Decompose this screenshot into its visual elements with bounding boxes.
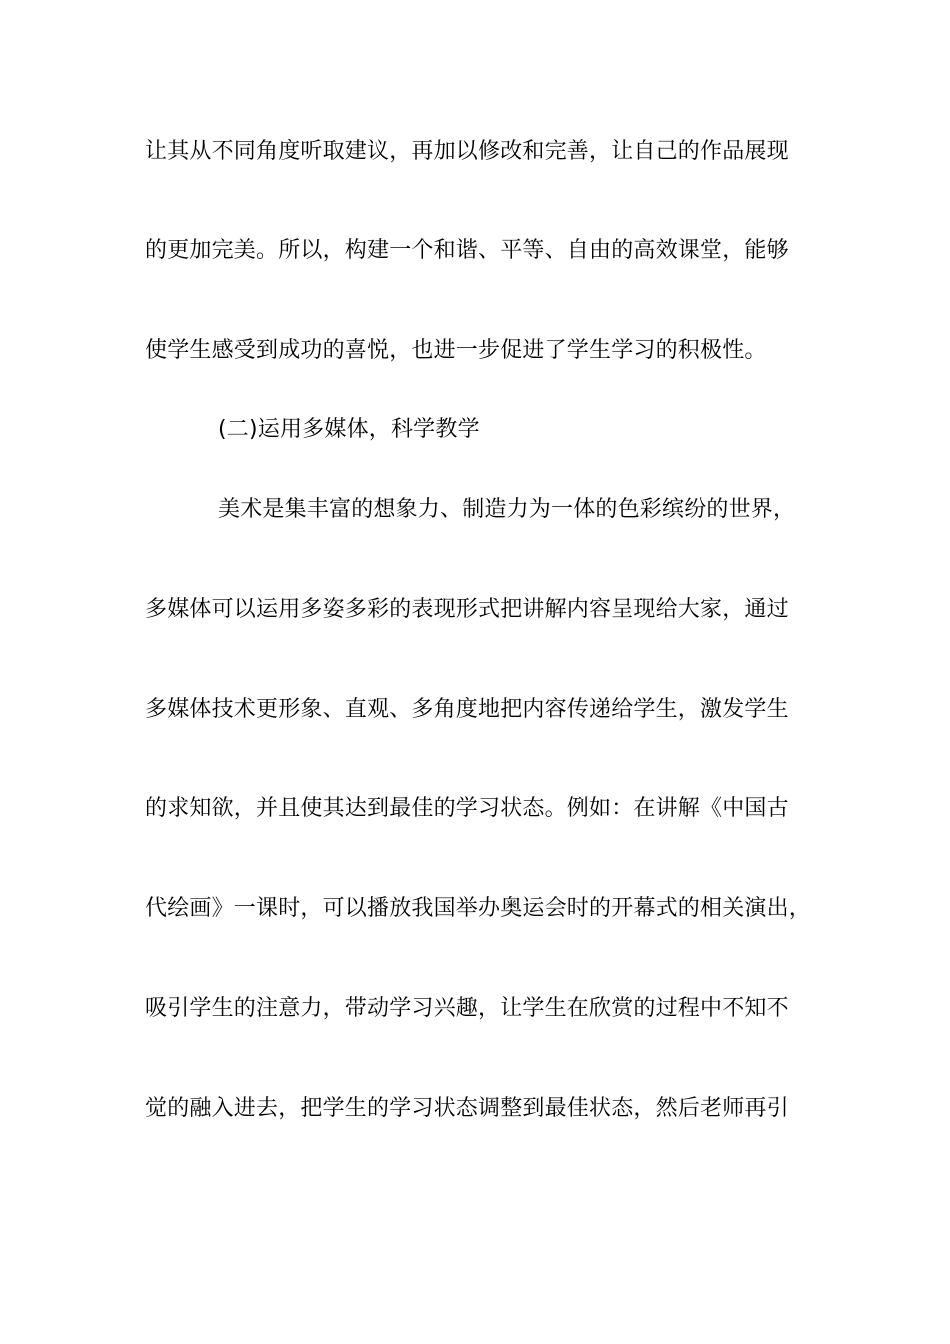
paragraph-line: 觉的融入进去，把学生的学习状态调整到最佳状态，然后老师再引 — [145, 1096, 789, 1121]
paragraph-line: 吸引学生的注意力，带动学习兴趣，让学生在欣赏的过程中不知不 — [145, 996, 789, 1021]
paragraph-line: 美术是集丰富的想象力、制造力为一体的色彩缤纷的世界， — [218, 497, 796, 522]
paragraph-line: 让其从不同角度听取建议，再加以修改和完善，让自己的作品展现 — [145, 139, 789, 164]
paragraph-line: 的更加完美。所以，构建一个和谐、平等、自由的高效课堂，能够 — [145, 238, 789, 263]
paragraph-line: 代绘画》一课时，可以播放我国举办奥运会时的开幕式的相关演出， — [145, 896, 812, 921]
section-heading: (二)运用多媒体，科学教学 — [218, 417, 480, 442]
paragraph-line: 多媒体可以运用多姿多彩的表现形式把讲解内容呈现给大家，通过 — [145, 597, 789, 622]
paragraph-line: 使学生感受到成功的喜悦，也进一步促进了学生学习的积极性。 — [145, 338, 767, 363]
paragraph-line: 多媒体技术更形象、直观、多角度地把内容传递给学生，激发学生 — [145, 697, 789, 722]
paragraph-line: 的求知欲，并且使其达到最佳的学习状态。例如：在讲解《中国古 — [145, 796, 789, 821]
